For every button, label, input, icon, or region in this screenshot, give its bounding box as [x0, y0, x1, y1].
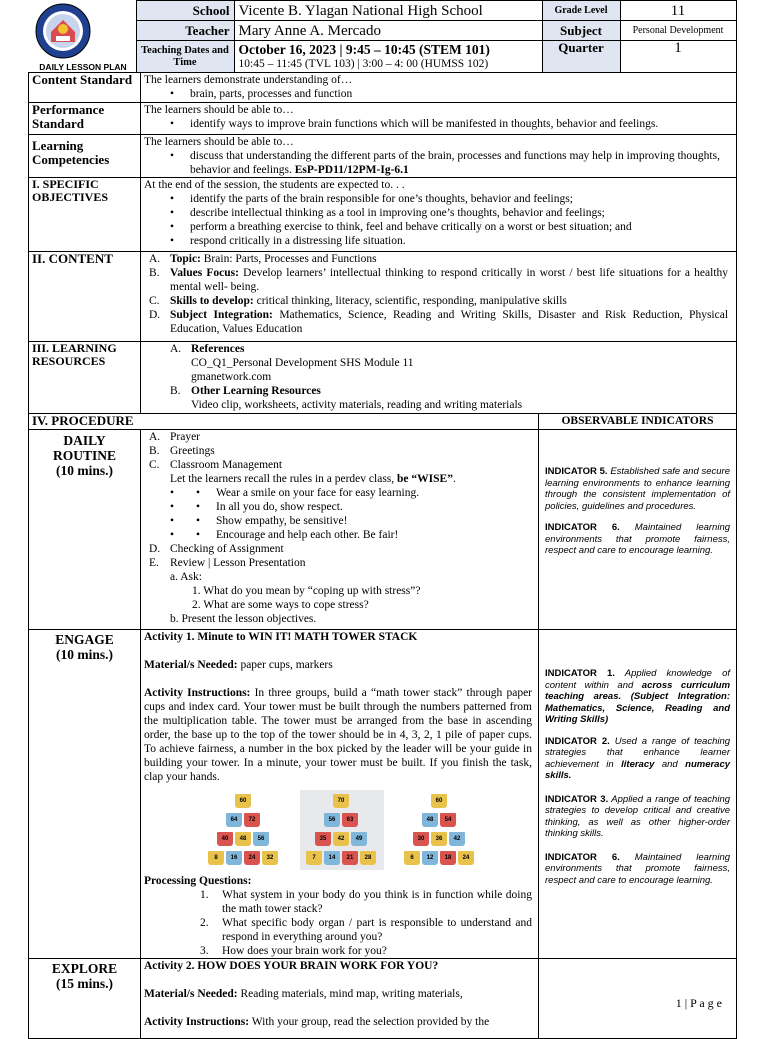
indicator-5: [545, 466, 730, 512]
daily-lesson-plan-label: DAILY LESSON PLAN: [39, 62, 127, 72]
teacher-label: Teacher: [136, 21, 234, 41]
grade-level-value: 11: [620, 1, 736, 21]
instructions-text: With your group, read the selection provided by the: [251, 1016, 490, 1028]
routine-item: [144, 430, 535, 444]
paper-cup: 36: [431, 832, 447, 846]
routine-text: Classroom Management: [170, 459, 283, 471]
question-number: 1.: [200, 889, 209, 901]
content-row: [29, 252, 737, 342]
paper-cup: 16: [226, 851, 242, 865]
objective-item: • perform a breathing exercise to think, feel and behave critically on a worst or best situation; and: [144, 220, 733, 234]
resources-b-title: Other Learning Resources: [191, 385, 321, 397]
paper-cup: 24: [244, 851, 260, 865]
materials-needed: [144, 658, 532, 672]
materials-label: Material/s Needed:: [144, 659, 238, 671]
paper-cup: 49: [351, 832, 367, 846]
performance-standard-item: • identify ways to improve brain functions which will be manifested in thoughts, behavior and feelings.: [144, 117, 733, 131]
content-item-c: [144, 294, 728, 308]
wise-item: • • In all you do, show respect.: [144, 500, 535, 514]
lesson-plan-table: [28, 72, 737, 1039]
paper-cup: 70: [333, 794, 349, 808]
paper-cup: 28: [360, 851, 376, 865]
content-item-text: Mathematics, Science, Reading and Writing Skills, Disaster and Risk Reduction, Physical Education, Values Education: [170, 309, 729, 335]
routine-item: [144, 444, 535, 458]
school-label: School: [136, 1, 234, 21]
subject-value: Personal Development: [620, 21, 736, 41]
grade-level-label: Grade Level: [542, 1, 620, 21]
content-item-d: [144, 308, 728, 336]
indicator-3: [545, 794, 730, 840]
activity-instructions: [144, 1015, 535, 1029]
procedure-label: IV. PROCEDURE: [29, 414, 539, 430]
explore-time: (15 mins.): [56, 976, 113, 991]
content-item-title: Topic:: [170, 253, 201, 265]
indicator-bold: literacy: [621, 758, 655, 770]
materials-text: Reading materials, mind map, writing materials,: [240, 988, 463, 1000]
indicator-title: INDICATOR 6.: [545, 522, 620, 533]
performance-standard-label: Performance Standard: [29, 103, 141, 135]
page-label: | P a g e: [684, 996, 722, 1010]
letter: B.: [149, 267, 160, 279]
processing-question: [144, 944, 532, 958]
explore-label: EXPLORE: [51, 961, 118, 976]
wise-intro-text: Let the learners recall the rules in a perdev class,: [170, 473, 395, 485]
competency-code: EsP-PD11/12PM-Ig-6.1: [294, 164, 409, 176]
letter: D.: [149, 309, 161, 321]
objective-item: • describe intellectual thinking as a tool in improving one’s thoughts, behavior and feelings;: [144, 206, 733, 220]
resources-b: [165, 384, 733, 398]
objectives-row: [29, 178, 737, 252]
ask-question: 1. What do you mean by “coping up with stress”?: [192, 585, 421, 597]
wise-intro: [144, 472, 535, 486]
instructions-text: In three groups, build a “math tower stack” through paper cups and index card. Your tower must be built through the numbers patterned from the multiplication table. The tower must be arranged from the base in ascending order, the base up to the top of the tower should be in 4, 3, 2, 1 pile of paper cups. To achieve fairness, a number in the box picked by the leader will be your guide in building your tower. In a minute, your tower must be built. If you finish the task, clap your hands.: [144, 687, 533, 783]
indicator-text: Applied knowledge of content within and: [545, 668, 731, 691]
indicator-text: Established safe and secure learning environments to enhance learning through the consistent implementation of policies, guidelines and procedures.: [545, 466, 731, 512]
learning-competencies-item: [144, 149, 733, 177]
indicator-title: INDICATOR 2.: [545, 735, 610, 747]
activity-2-title: Activity 2. HOW DOES YOUR BRAIN WORK FOR YOU?: [144, 960, 439, 972]
content-item-title: Values Focus:: [170, 267, 239, 279]
routine-text: Greetings: [170, 445, 215, 457]
reference-line: gmanetwork.com: [191, 371, 272, 383]
header-table: [28, 0, 737, 73]
content-standard-label: Content Standard: [29, 73, 141, 103]
ask-label: a. Ask:: [170, 571, 202, 583]
wise-item: • • Show empathy, be sensitive!: [144, 514, 535, 528]
engage-label: ENGAGE: [55, 632, 114, 647]
paper-cup: 42: [333, 832, 349, 846]
content-standard-item: • brain, parts, processes and function: [144, 87, 733, 101]
routine-item: [144, 458, 535, 472]
content-label: II. CONTENT: [29, 252, 141, 342]
learning-competencies-label: Learning Competencies: [29, 135, 141, 178]
paper-cup: 60: [431, 794, 447, 808]
paper-cup: 21: [342, 851, 358, 865]
materials-label: Material/s Needed:: [144, 988, 238, 1000]
letter: A.: [170, 343, 182, 355]
paper-cup: 63: [342, 813, 358, 827]
performance-standard-intro: The learners should be able to…: [144, 104, 294, 116]
letter: A.: [149, 431, 161, 443]
subject-label: Subject: [542, 21, 620, 41]
explore-row: [29, 959, 737, 1039]
content-standard-intro: The learners demonstrate understanding of…: [144, 74, 353, 86]
routine-text: Checking of Assignment: [170, 543, 284, 555]
paper-cup: 56: [253, 832, 269, 846]
indicator-title: INDICATOR 5.: [545, 466, 608, 477]
wise-item: • • Encourage and help each other. Be fair!: [144, 528, 535, 542]
routine-item: [144, 542, 535, 556]
observable-indicators-label: OBSERVABLE INDICATORS: [539, 414, 737, 430]
paper-cup: 18: [440, 851, 456, 865]
instructions-label: Activity Instructions:: [144, 687, 251, 699]
engage-time: (10 mins.): [56, 647, 113, 662]
objective-item: • respond critically in a distressing life situation.: [144, 234, 733, 248]
other-resources-line: Video clip, worksheets, activity materials, reading and writing materials: [191, 399, 523, 411]
indicator-1: [545, 668, 730, 726]
wise-text: Show empathy, be sensitive!: [216, 515, 348, 527]
question-text: What system in your body do you think is in function while doing the math tower stack?: [222, 889, 532, 915]
indicator-2: [545, 736, 730, 782]
letter: C.: [149, 295, 160, 307]
content-item-a: [144, 252, 728, 266]
activity-1-title: Activity 1. Minute to WIN IT! MATH TOWER STACK: [144, 631, 418, 643]
content-standard-row: [29, 73, 737, 103]
question-number: 2.: [200, 917, 209, 929]
paper-cup: 48: [235, 832, 251, 846]
paper-cup: 32: [262, 851, 278, 865]
routine-text: Prayer: [170, 431, 201, 443]
letter: C.: [149, 459, 160, 471]
paper-cup: 6: [404, 851, 420, 865]
indicator-text: Maintained learning environments that promote fairness, respect and care to encourage learning.: [545, 851, 731, 886]
wise-end: .: [452, 473, 456, 485]
objective-item: • identify the parts of the brain responsible for one’s thoughts, behavior and feelings;: [144, 192, 733, 206]
wise-item: • • Wear a smile on your face for easy learning.: [144, 486, 535, 500]
present-objectives: b. Present the lesson objectives.: [170, 613, 317, 625]
instructions-label: Activity Instructions:: [144, 1016, 250, 1028]
quarter-value: 1: [620, 41, 736, 73]
engage-row: [29, 630, 737, 959]
indicator-title: INDICATOR 6.: [545, 851, 620, 863]
indicator-6: [545, 852, 730, 887]
resources-label: III. LEARNING RESOURCES: [29, 342, 141, 414]
learning-competencies-text: discuss that understanding the different parts of the brain, processes and functions may help in improving thoughts, behavior and feelings.: [190, 150, 720, 176]
learning-competencies-intro: The learners should be able to…: [144, 136, 294, 148]
processing-question: [144, 916, 532, 944]
daily-routine-label: DAILY ROUTINE: [52, 433, 116, 463]
letter: D.: [149, 543, 161, 555]
wise-text: Encourage and help each other. Be fair!: [216, 529, 399, 541]
processing-questions-label: Processing Questions:: [144, 875, 252, 887]
paper-cup: 8: [208, 851, 224, 865]
letter: A.: [149, 253, 161, 265]
paper-cup: 60: [235, 794, 251, 808]
indicator-title: INDICATOR 1.: [545, 668, 615, 679]
paper-cup: 42: [449, 832, 465, 846]
paper-cup: 40: [217, 832, 233, 846]
letter: E.: [149, 557, 159, 569]
dates-line2: 10:45 – 11:45 (TVL 103) | 3:00 – 4: 00 (HUMSS 102): [238, 58, 489, 70]
indicator-title: INDICATOR 3.: [545, 793, 609, 805]
content-item-b: [144, 266, 728, 294]
question-text: How does your brain work for you?: [222, 945, 387, 957]
content-item-text: Brain: Parts, Processes and Functions: [203, 253, 377, 265]
dates-line1: October 16, 2023 | 9:45 – 10:45 (STEM 101): [238, 42, 490, 57]
dates-label: Teaching Dates and Time: [136, 41, 234, 73]
logo-cell: [28, 1, 136, 73]
objectives-intro: At the end of the session, the students are expected to. . .: [144, 179, 405, 191]
paper-cup: 24: [458, 851, 474, 865]
page-number: 1: [675, 996, 682, 1010]
paper-cup: 35: [315, 832, 331, 846]
letter: B.: [149, 445, 160, 457]
reference-line: CO_Q1_Personal Development SHS Module 11: [191, 357, 414, 369]
daily-routine-row: [29, 430, 737, 630]
indicator-bold: numeracy skills.: [545, 758, 731, 781]
paper-cup: 56: [324, 813, 340, 827]
resources-row: [29, 342, 737, 414]
learning-competencies-row: [29, 135, 737, 178]
paper-cup: 48: [422, 813, 438, 827]
materials-text: paper cups, markers: [240, 659, 333, 671]
resources-a: [165, 342, 733, 356]
quarter-label: Quarter: [542, 41, 620, 73]
content-item-text: critical thinking, literacy, scientific, responding, manipulative skills: [256, 295, 567, 307]
letter: B.: [170, 385, 181, 397]
teacher-value: Mary Anne A. Mercado: [234, 21, 542, 41]
math-tower-images: [202, 790, 532, 870]
question-text: What specific body organ / part is responsible to understand and respond in everything around you?: [222, 917, 532, 943]
indicator-bold: across curriculum teaching areas. (Subject Integration: Mathematics, Science, Reading and Writing Skills): [545, 679, 731, 725]
wise-text: In all you do, show respect.: [216, 501, 343, 513]
objectives-label: I. SPECIFIC OBJECTIVES: [29, 178, 141, 252]
resources-a-title: References: [191, 343, 245, 355]
materials-needed: [144, 987, 535, 1001]
paper-cup: 30: [413, 832, 429, 846]
math-tower-image: [300, 790, 384, 870]
math-tower-image: [398, 790, 482, 870]
content-item-title: Subject Integration:: [170, 309, 273, 321]
activity-instructions: [144, 686, 532, 784]
math-tower-image: [202, 790, 286, 870]
content-item-title: Skills to develop:: [170, 295, 254, 307]
indicator-text: Maintained learning environments that promote fairness, respect and care to encourage learning.: [545, 522, 731, 556]
school-value: Vicente B. Ylagan National High School: [234, 1, 542, 21]
paper-cup: 12: [422, 851, 438, 865]
wise-text: Wear a smile on your face for easy learning.: [216, 487, 420, 499]
question-number: 3.: [200, 945, 209, 957]
paper-cup: 7: [306, 851, 322, 865]
wise-bold: be “WISE”: [397, 473, 453, 485]
paper-cup: 14: [324, 851, 340, 865]
indicator-text: Used a range of teaching strategies that enhance learner achievement in: [545, 735, 731, 770]
paper-cup: 64: [226, 813, 242, 827]
content-item-text: Develop learners’ intellectual thinking to respond critically in worst / best life situations for a healthy mental well- being.: [170, 267, 729, 293]
ask-question: 2. What are some ways to cope stress?: [192, 599, 369, 611]
daily-routine-time: (10 mins.): [56, 463, 113, 478]
indicator-text: Applied a range of teaching strategies to develop critical and creative thinking, as well as other higher-order thinking skills.: [545, 793, 731, 839]
routine-text: Review | Lesson Presentation: [170, 557, 306, 569]
paper-cup: 72: [244, 813, 260, 827]
performance-standard-row: [29, 103, 737, 135]
paper-cup: 54: [440, 813, 456, 827]
routine-item: [144, 556, 535, 570]
procedure-header-row: [29, 414, 737, 430]
processing-question: [144, 888, 532, 916]
page-footer: [676, 996, 722, 1010]
indicator-6: [545, 522, 730, 557]
indicator-and: and: [661, 758, 678, 770]
